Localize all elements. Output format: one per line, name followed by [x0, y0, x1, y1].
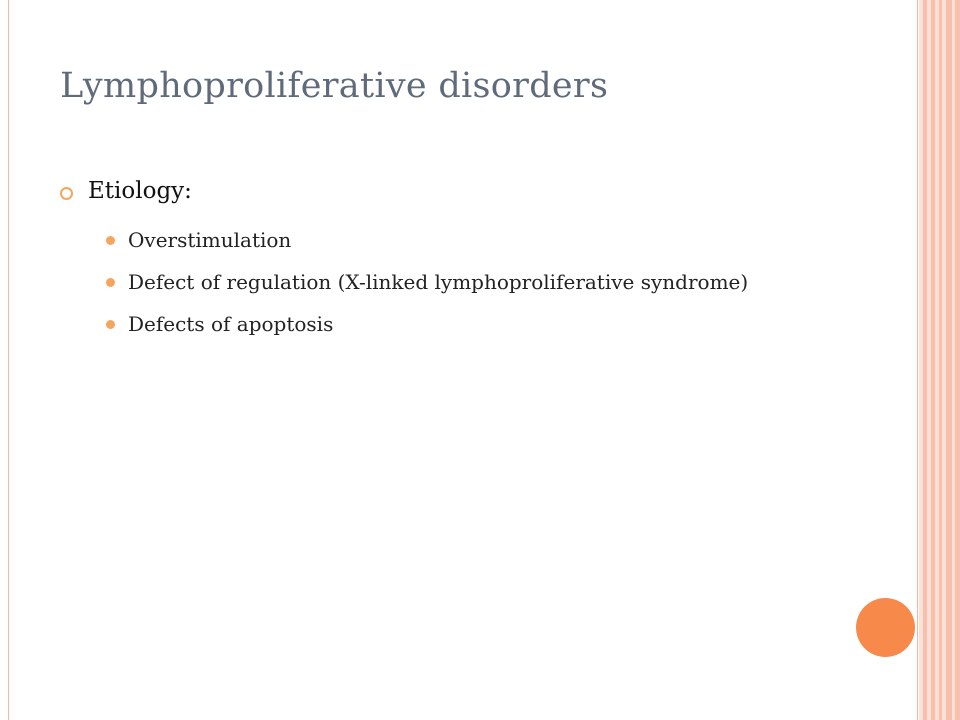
- list-item: [106, 226, 806, 254]
- decorative-stripe: [931, 0, 935, 720]
- dot-bullet-icon: [106, 278, 115, 287]
- decorative-stripe: [955, 0, 960, 720]
- list-item-text: Defects of apoptosis: [128, 312, 334, 336]
- decorative-stripe-panel: [919, 0, 960, 720]
- dot-bullet-icon: [106, 320, 115, 329]
- etiology-heading: Etiology:: [88, 178, 192, 204]
- list-item-text: Overstimulation: [128, 228, 292, 252]
- decorative-stripe: [946, 0, 952, 720]
- decorative-stripe: [939, 0, 942, 720]
- list-item-text: Defect of regulation (X-linked lymphoproliferative syndrome): [128, 270, 749, 294]
- dot-bullet-icon: [106, 236, 115, 245]
- ring-bullet-icon: [60, 187, 73, 200]
- slide-frame-border: [8, 0, 918, 720]
- list-item: [106, 310, 806, 338]
- slide-title: Lymphoproliferative disorders: [60, 66, 609, 106]
- etiology-bullet: [60, 178, 192, 204]
- list-item: [106, 268, 806, 296]
- decorative-circle-icon: [856, 598, 915, 657]
- etiology-sublist: [106, 226, 806, 352]
- decorative-stripe: [923, 0, 927, 720]
